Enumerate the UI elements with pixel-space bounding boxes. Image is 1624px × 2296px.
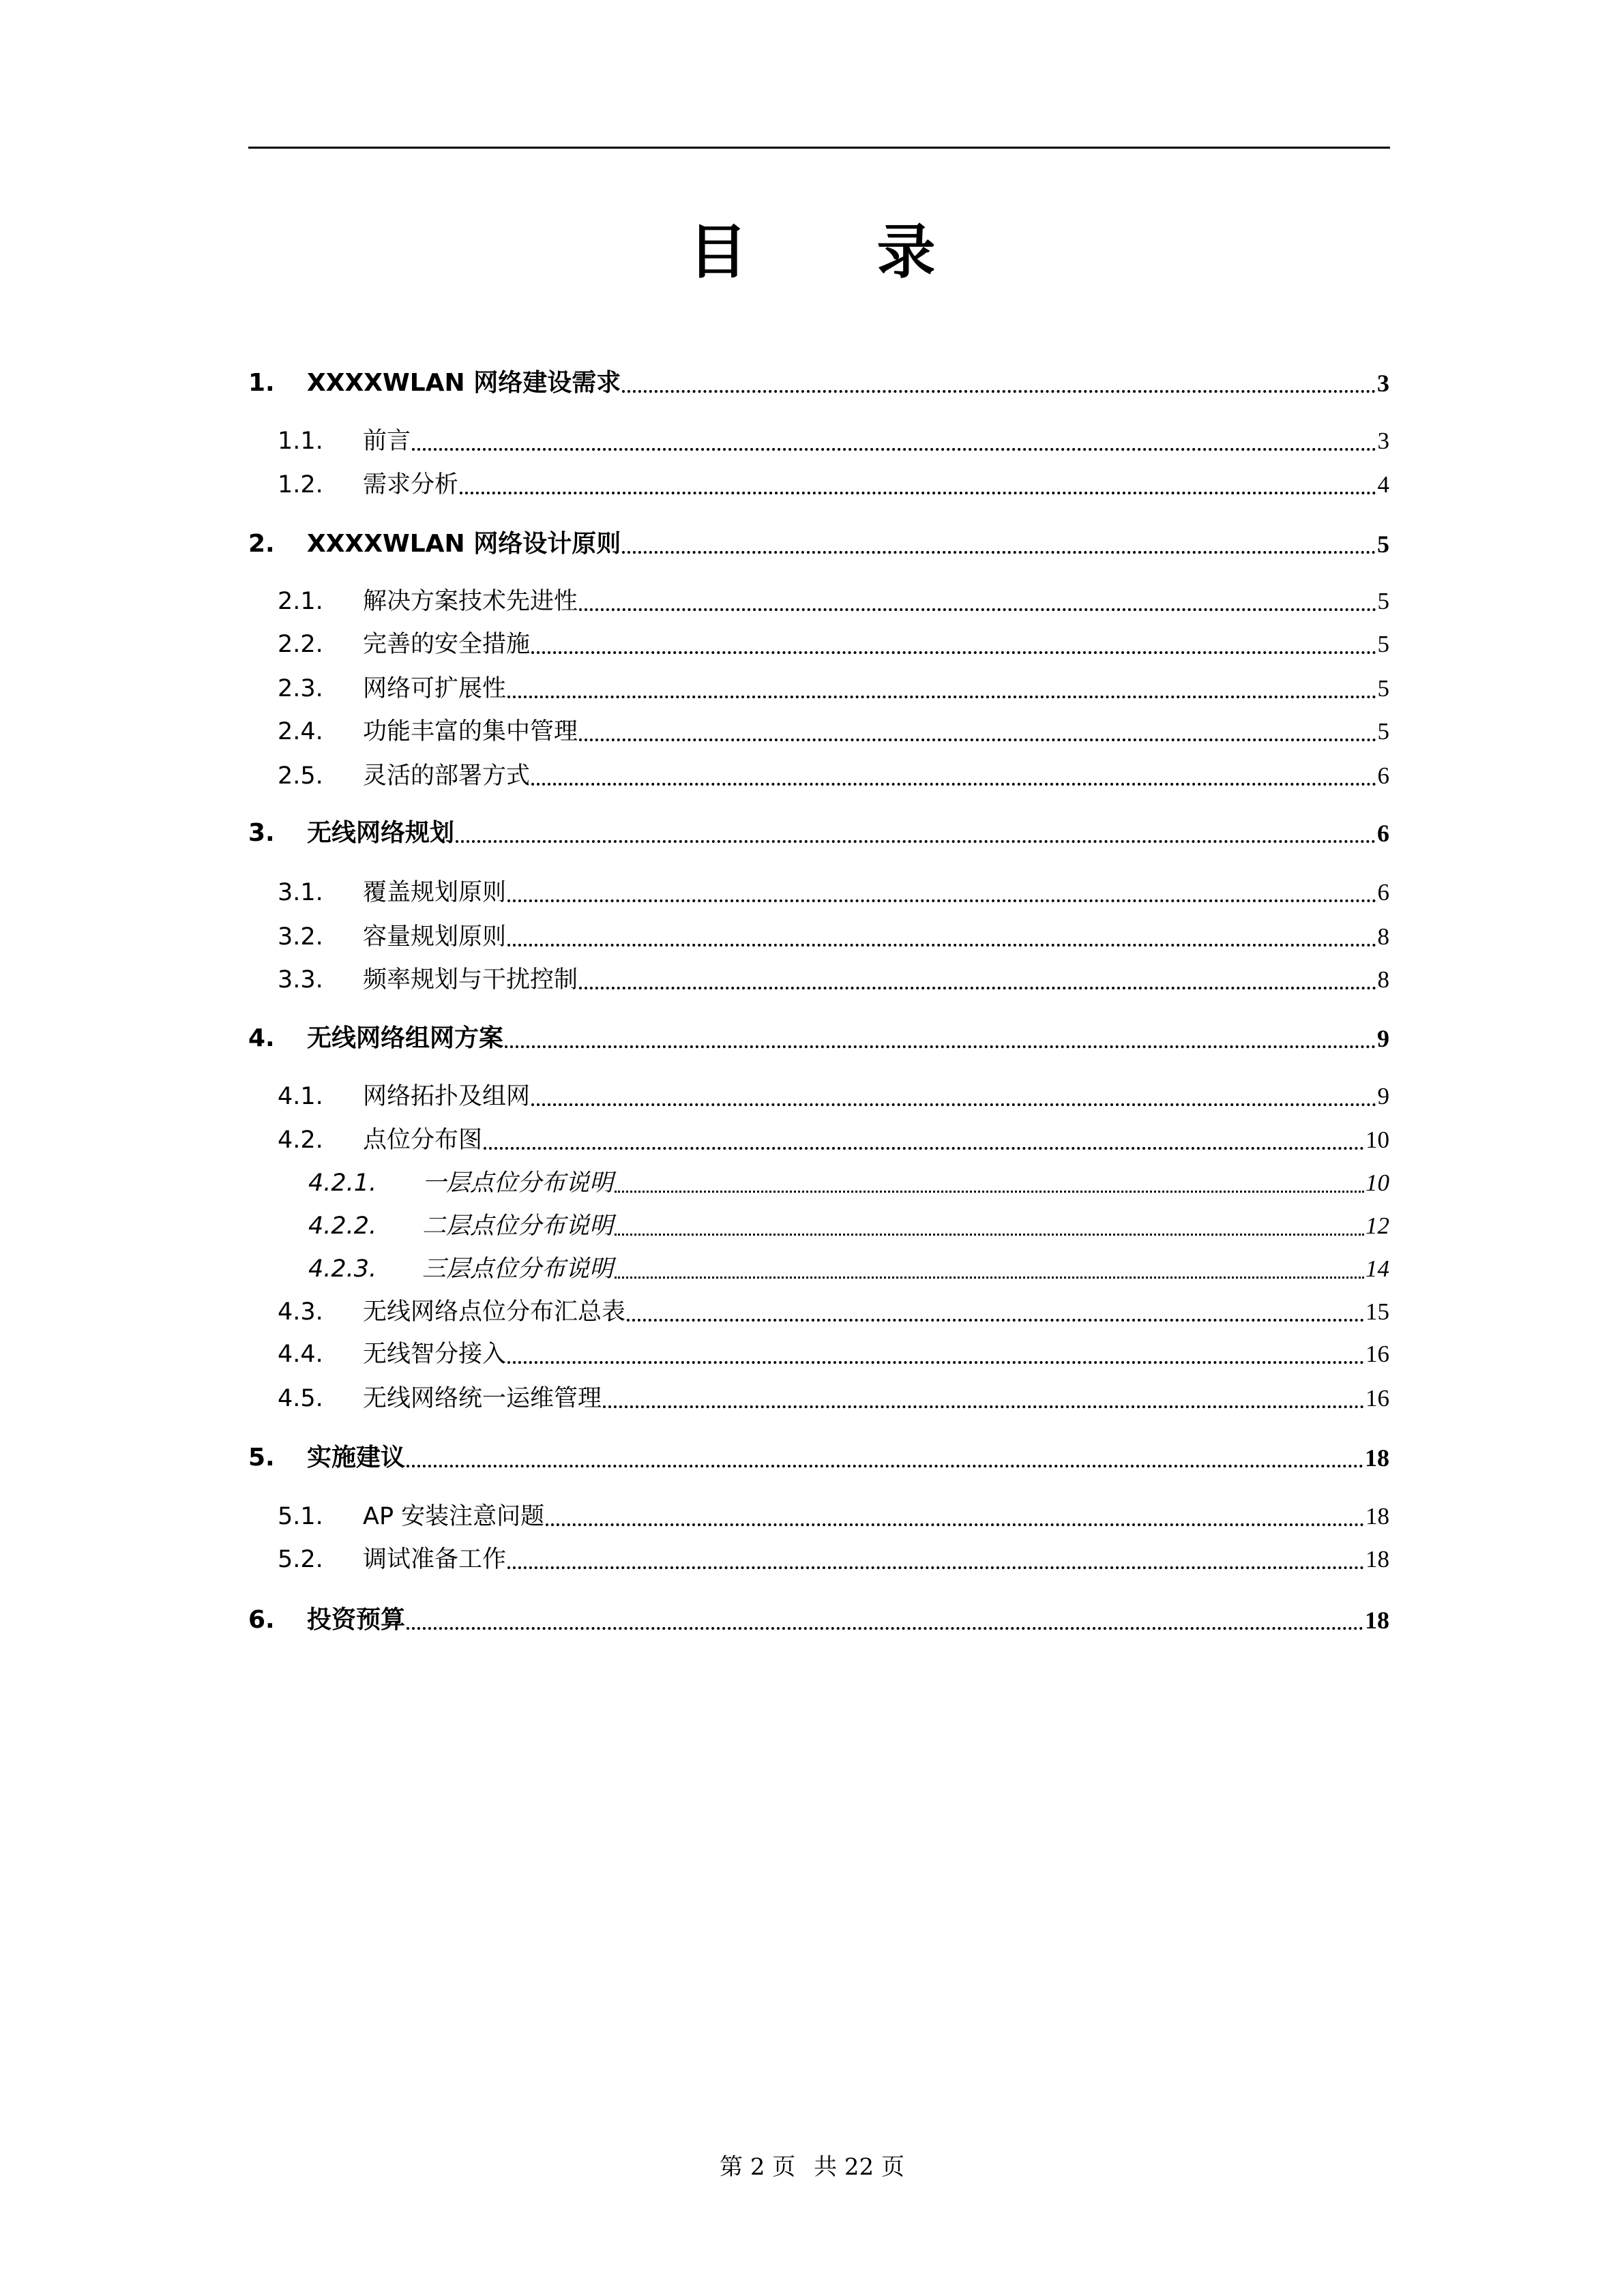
toc-entry-title: 二层点位分布说明 bbox=[422, 1212, 614, 1240]
toc-entry[interactable] bbox=[248, 919, 1389, 953]
toc-entry-page: 9 bbox=[1377, 1025, 1389, 1052]
toc-entry[interactable] bbox=[248, 713, 1389, 747]
toc-entry-title: 一层点位分布说明 bbox=[422, 1169, 614, 1197]
dot-leader bbox=[507, 1361, 1364, 1364]
dot-leader bbox=[507, 696, 1376, 698]
toc-entry-number: 2.2. bbox=[278, 631, 323, 658]
toc-entry-number: 5.2. bbox=[278, 1546, 323, 1573]
toc-entry-title: 解决方案技术先进性 bbox=[363, 588, 578, 615]
toc-entry-title: AP 安装注意问题 bbox=[363, 1503, 545, 1530]
toc-entry[interactable] bbox=[248, 365, 1389, 399]
toc-entry-page: 10 bbox=[1365, 1127, 1389, 1153]
toc-entry-page: 18 bbox=[1365, 1546, 1389, 1572]
dot-leader bbox=[460, 492, 1376, 494]
toc-entry-page: 18 bbox=[1365, 1444, 1389, 1472]
toc-entry-title: 灵活的部署方式 bbox=[363, 762, 531, 790]
toc-entry-page: 14 bbox=[1365, 1255, 1389, 1282]
toc-entry-page: 6 bbox=[1377, 762, 1389, 789]
toc-entry-page: 5 bbox=[1377, 588, 1389, 614]
toc-entry[interactable] bbox=[248, 874, 1389, 908]
toc-entry[interactable] bbox=[248, 1498, 1389, 1532]
dot-leader bbox=[622, 390, 1376, 393]
toc-entry-page: 18 bbox=[1365, 1607, 1389, 1634]
dot-leader bbox=[484, 1147, 1364, 1150]
toc-entry-number: 4. bbox=[248, 1024, 275, 1052]
toc-entry-page: 4 bbox=[1377, 471, 1389, 498]
toc-entry[interactable] bbox=[248, 1602, 1389, 1636]
toc-entry-number: 1.1. bbox=[278, 428, 323, 455]
toc-entry[interactable] bbox=[248, 1078, 1389, 1112]
toc-entry-number: 6. bbox=[248, 1606, 275, 1634]
toc-entry-title: 需求分析 bbox=[363, 471, 459, 498]
toc-entry-page: 3 bbox=[1377, 370, 1389, 397]
toc-entry[interactable] bbox=[248, 1251, 1389, 1285]
toc-entry-title: 功能丰富的集中管理 bbox=[363, 718, 578, 745]
toc-entry-page: 16 bbox=[1365, 1385, 1389, 1412]
dot-leader bbox=[507, 1566, 1364, 1569]
toc-entry-page: 18 bbox=[1365, 1503, 1389, 1530]
toc-entry-number: 4.4. bbox=[278, 1341, 323, 1368]
toc-entry[interactable] bbox=[248, 626, 1389, 660]
dot-leader bbox=[603, 1405, 1364, 1408]
toc-entry-number: 3.1. bbox=[278, 879, 323, 906]
toc-entry-number: 4.5. bbox=[278, 1385, 323, 1412]
toc-entry[interactable] bbox=[248, 423, 1389, 457]
dot-leader bbox=[615, 1277, 1364, 1279]
dot-leader bbox=[579, 739, 1376, 741]
toc-entry-number: 2. bbox=[248, 530, 275, 558]
toc-entry-number: 3.2. bbox=[278, 923, 323, 951]
toc-entry[interactable] bbox=[248, 1440, 1389, 1474]
toc-entry-title: 容量规划原则 bbox=[363, 923, 507, 951]
toc-entry-number: 1.2. bbox=[278, 471, 323, 498]
dot-leader bbox=[531, 651, 1376, 654]
dot-leader bbox=[546, 1523, 1364, 1526]
toc-entry-title: XXXXWLAN 网络设计原则 bbox=[307, 530, 621, 558]
toc-entry-number: 3. bbox=[248, 819, 275, 847]
toc-entry-page: 6 bbox=[1377, 879, 1389, 906]
toc-entry-page: 5 bbox=[1377, 718, 1389, 745]
toc-entry[interactable] bbox=[248, 1294, 1389, 1328]
header-rule bbox=[248, 147, 1390, 149]
toc-entry-number: 2.5. bbox=[278, 762, 323, 790]
toc-entry-title: 无线网络规划 bbox=[307, 819, 455, 847]
toc-entry-number: 4.2.3. bbox=[308, 1255, 377, 1283]
page-footer bbox=[0, 2148, 1624, 2181]
toc-entry-number: 4.3. bbox=[278, 1298, 323, 1326]
dot-leader bbox=[507, 944, 1376, 946]
dot-leader bbox=[622, 551, 1376, 554]
toc-entry-title: 网络可扩展性 bbox=[363, 675, 507, 702]
toc-entry-title: 三层点位分布说明 bbox=[422, 1255, 614, 1283]
toc-entry-page: 8 bbox=[1377, 966, 1389, 993]
toc-entry-number: 4.2.1. bbox=[308, 1169, 377, 1197]
toc-entry-title: 无线网络统一运维管理 bbox=[363, 1385, 602, 1412]
toc-entry-page: 5 bbox=[1377, 675, 1389, 702]
toc-entry-page: 5 bbox=[1377, 531, 1389, 558]
dot-leader bbox=[615, 1234, 1364, 1236]
toc-entry-page: 3 bbox=[1377, 428, 1389, 454]
toc-entry-number: 2.4. bbox=[278, 718, 323, 745]
toc-entry-title: 投资预算 bbox=[307, 1606, 406, 1634]
dot-leader bbox=[579, 987, 1376, 989]
toc-entry-page: 12 bbox=[1365, 1212, 1389, 1239]
toc-entry-page: 8 bbox=[1377, 923, 1389, 950]
toc-entry-title: 网络拓扑及组网 bbox=[363, 1083, 531, 1110]
toc-entry-page: 9 bbox=[1377, 1083, 1389, 1109]
toc-entry[interactable] bbox=[248, 583, 1389, 617]
toc-entry[interactable] bbox=[248, 1541, 1389, 1575]
toc-entry-number: 2.3. bbox=[278, 675, 323, 702]
toc-entry-title: 无线网络组网方案 bbox=[307, 1024, 504, 1052]
dot-leader bbox=[505, 1045, 1376, 1048]
toc-entry[interactable] bbox=[248, 526, 1389, 560]
toc-entry-number: 4.2.2. bbox=[308, 1212, 377, 1240]
toc-entry[interactable] bbox=[248, 1122, 1389, 1156]
dot-leader bbox=[579, 608, 1376, 611]
toc-entry-title: 无线网络点位分布汇总表 bbox=[363, 1298, 626, 1326]
toc-entry[interactable] bbox=[248, 961, 1389, 996]
page-number: 第 2 页 bbox=[720, 2153, 796, 2181]
toc-entry-title: 覆盖规划原则 bbox=[363, 879, 507, 906]
toc-entry-title: 调试准备工作 bbox=[363, 1546, 507, 1573]
toc-entry-page: 5 bbox=[1377, 631, 1389, 657]
toc-entry-number: 3.3. bbox=[278, 966, 323, 994]
toc-entry[interactable] bbox=[248, 1165, 1389, 1199]
toc-entry-title: 实施建议 bbox=[307, 1444, 406, 1472]
dot-leader bbox=[456, 840, 1376, 843]
toc-entry[interactable] bbox=[248, 1336, 1389, 1370]
toc-entry-number: 4.2. bbox=[278, 1127, 323, 1154]
page-total: 共 22 页 bbox=[814, 2153, 904, 2181]
dot-leader bbox=[412, 448, 1376, 451]
toc-entry-title: XXXXWLAN 网络建设需求 bbox=[307, 369, 621, 397]
toc-entry-page: 10 bbox=[1365, 1169, 1389, 1196]
toc-entry-title: 完善的安全措施 bbox=[363, 631, 531, 658]
toc-entry-number: 1. bbox=[248, 369, 275, 397]
toc-entry-number: 4.1. bbox=[278, 1083, 323, 1110]
dot-leader bbox=[407, 1627, 1363, 1630]
toc-entry-number: 5.1. bbox=[278, 1503, 323, 1530]
toc-entry-number: 2.1. bbox=[278, 588, 323, 615]
toc-entry-title: 点位分布图 bbox=[363, 1127, 483, 1154]
dot-leader bbox=[507, 899, 1376, 902]
toc-entry-title: 频率规划与干扰控制 bbox=[363, 966, 578, 994]
toc-entry[interactable] bbox=[248, 670, 1389, 704]
toc-entry-title: 前言 bbox=[363, 428, 411, 455]
dot-leader bbox=[615, 1191, 1364, 1193]
dot-leader bbox=[627, 1319, 1364, 1322]
toc-entry-number: 5. bbox=[248, 1444, 275, 1472]
toc-entry[interactable] bbox=[248, 815, 1389, 849]
toc-entry[interactable] bbox=[248, 1380, 1389, 1414]
page-title: 目 录 bbox=[688, 218, 990, 286]
dot-leader bbox=[407, 1465, 1363, 1467]
toc-entry-page: 15 bbox=[1365, 1298, 1389, 1325]
dot-leader bbox=[531, 1103, 1376, 1106]
toc-entry[interactable] bbox=[248, 1208, 1389, 1242]
toc-entry[interactable] bbox=[248, 1020, 1389, 1054]
toc-entry[interactable] bbox=[248, 466, 1389, 501]
toc-entry-title: 无线智分接入 bbox=[363, 1341, 507, 1368]
toc-entry-page: 16 bbox=[1365, 1341, 1389, 1367]
dot-leader bbox=[531, 783, 1376, 786]
toc-entry[interactable] bbox=[248, 758, 1389, 792]
toc-entry-page: 6 bbox=[1377, 820, 1389, 847]
